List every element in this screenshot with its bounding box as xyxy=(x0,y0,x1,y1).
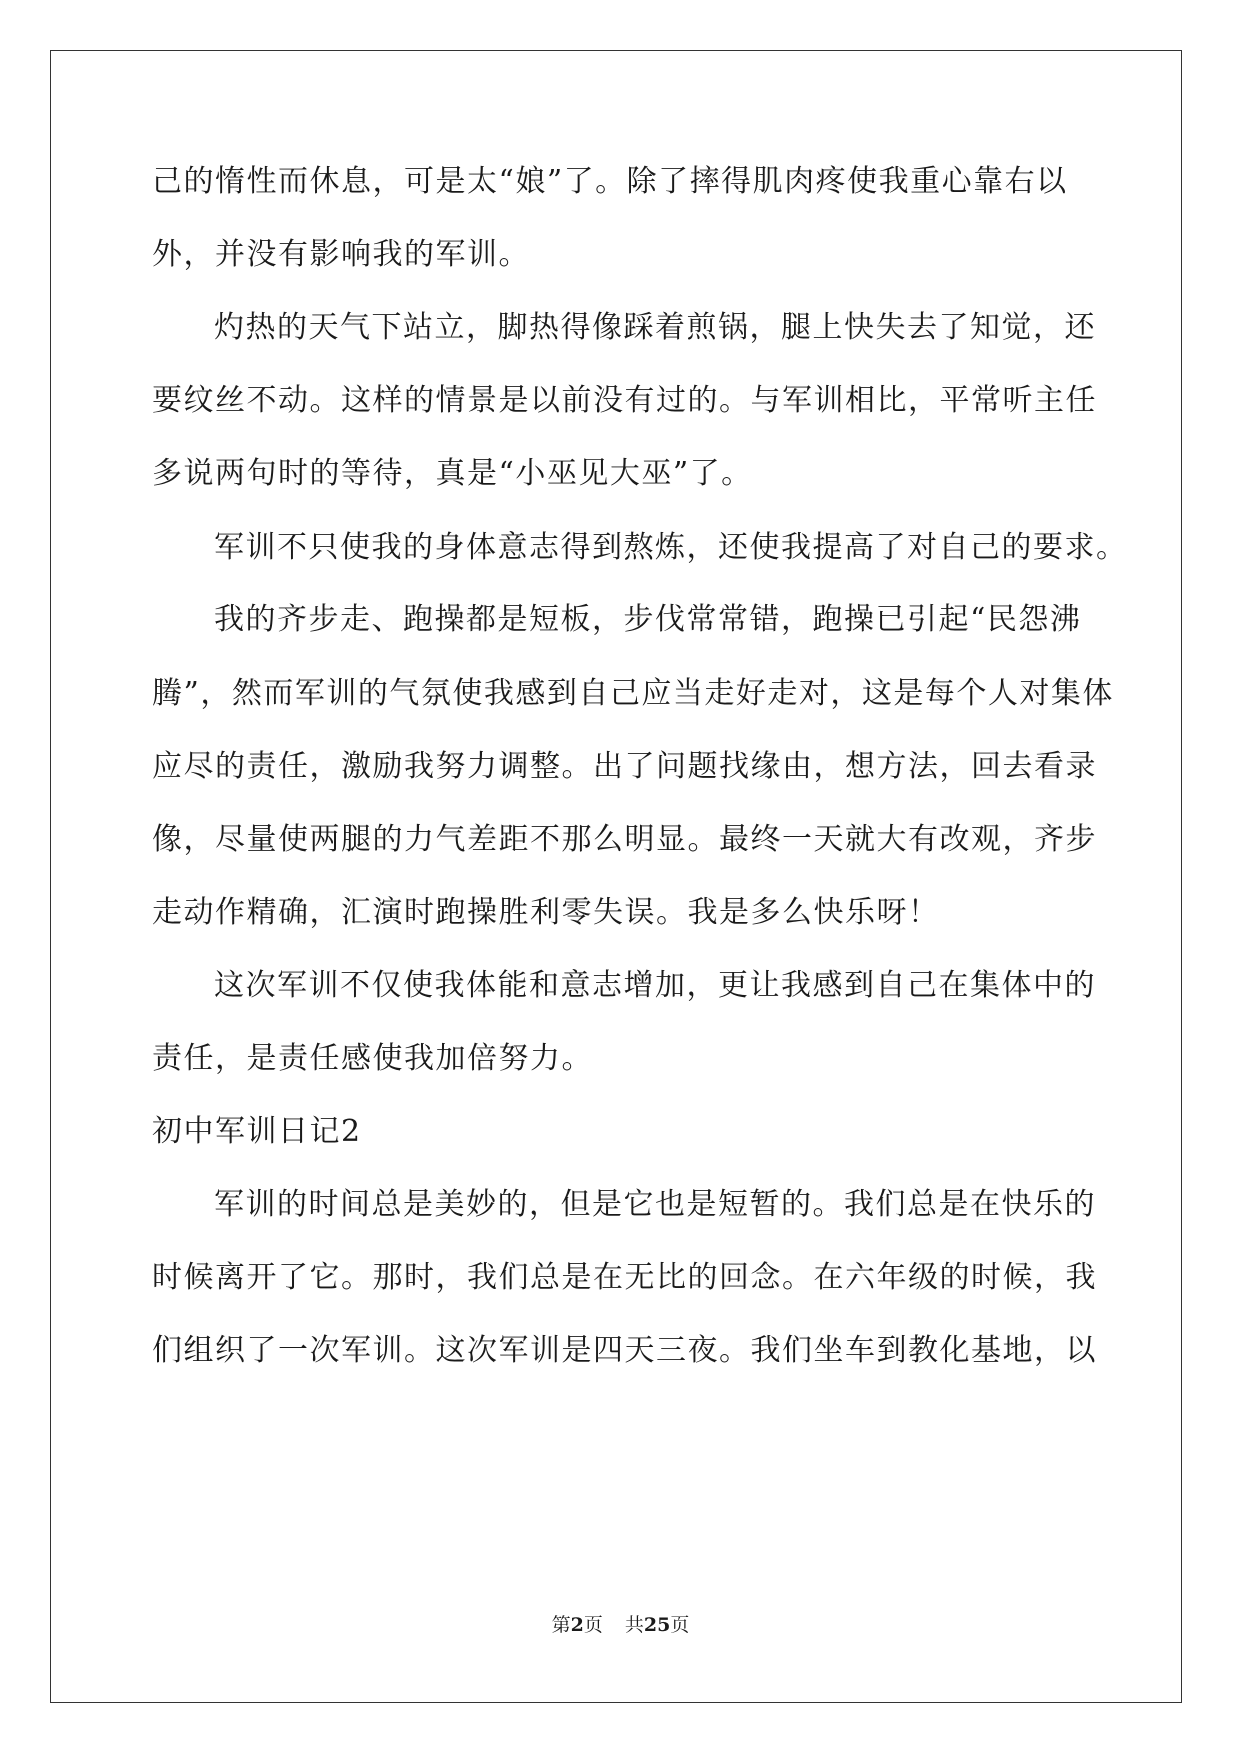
text-line: 灼热的天气下站立，脚热得像踩着煎锅，腿上快失去了知觉，还 xyxy=(214,310,1096,345)
footer-page-suffix: 页 xyxy=(583,1614,603,1636)
text-line: 军训的时间总是美妙的，但是它也是短暂的。我们总是在快乐的 xyxy=(214,1187,1096,1222)
text-line: 外，并没有影响我的军训。 xyxy=(152,237,530,272)
footer-prefix: 第 xyxy=(551,1614,571,1636)
text-line: 这次军训不仅使我体能和意志增加，更让我感到自己在集体中的 xyxy=(214,968,1096,1003)
total-pages: 25 xyxy=(643,1614,671,1636)
text-line: 们组织了一次军训。这次军训是四天三夜。我们坐车到教化基地，以 xyxy=(152,1333,1097,1368)
text-line: 己的惰性而休息，可是太“娘”了。除了摔得肌肉疼使我重心靠右以 xyxy=(152,164,1068,199)
text-line: 时候离开了它。那时，我们总是在无比的回念。在六年级的时候，我 xyxy=(152,1260,1097,1295)
text-line: 应尽的责任，激励我努力调整。出了问题找缘由，想方法，回去看录 xyxy=(152,749,1097,784)
text-line: 要纹丝不动。这样的情景是以前没有过的。与军训相比，平常听主任 xyxy=(152,383,1097,418)
section-heading: 初中军训日记2 xyxy=(152,1114,362,1149)
text-line: 腾”，然而军训的气氛使我感到自己应当走好走对，这是每个人对集体 xyxy=(152,676,1114,711)
text-line: 像，尽量使两腿的力气差距不那么明显。最终一天就大有改观，齐步 xyxy=(152,822,1097,857)
text-line: 多说两句时的等待，真是“小巫见大巫”了。 xyxy=(152,456,753,491)
text-line: 我的齐步走、跑操都是短板，步伐常常错，跑操已引起“民怨沸 xyxy=(214,602,1082,637)
text-line: 军训不只使我的身体意志得到熬炼，还使我提高了对自己的要求。 xyxy=(214,530,1128,565)
page-number: 2 xyxy=(570,1614,584,1636)
text-line: 走动作精确，汇演时跑操胜利零失误。我是多么快乐呀！ xyxy=(152,895,940,930)
footer-total-prefix: 共 xyxy=(624,1614,644,1636)
page-border xyxy=(50,50,1182,1703)
footer-total-suffix: 页 xyxy=(670,1614,690,1636)
text-line: 责任，是责任感使我加倍努力。 xyxy=(152,1041,593,1076)
page-footer xyxy=(0,1613,1241,1637)
